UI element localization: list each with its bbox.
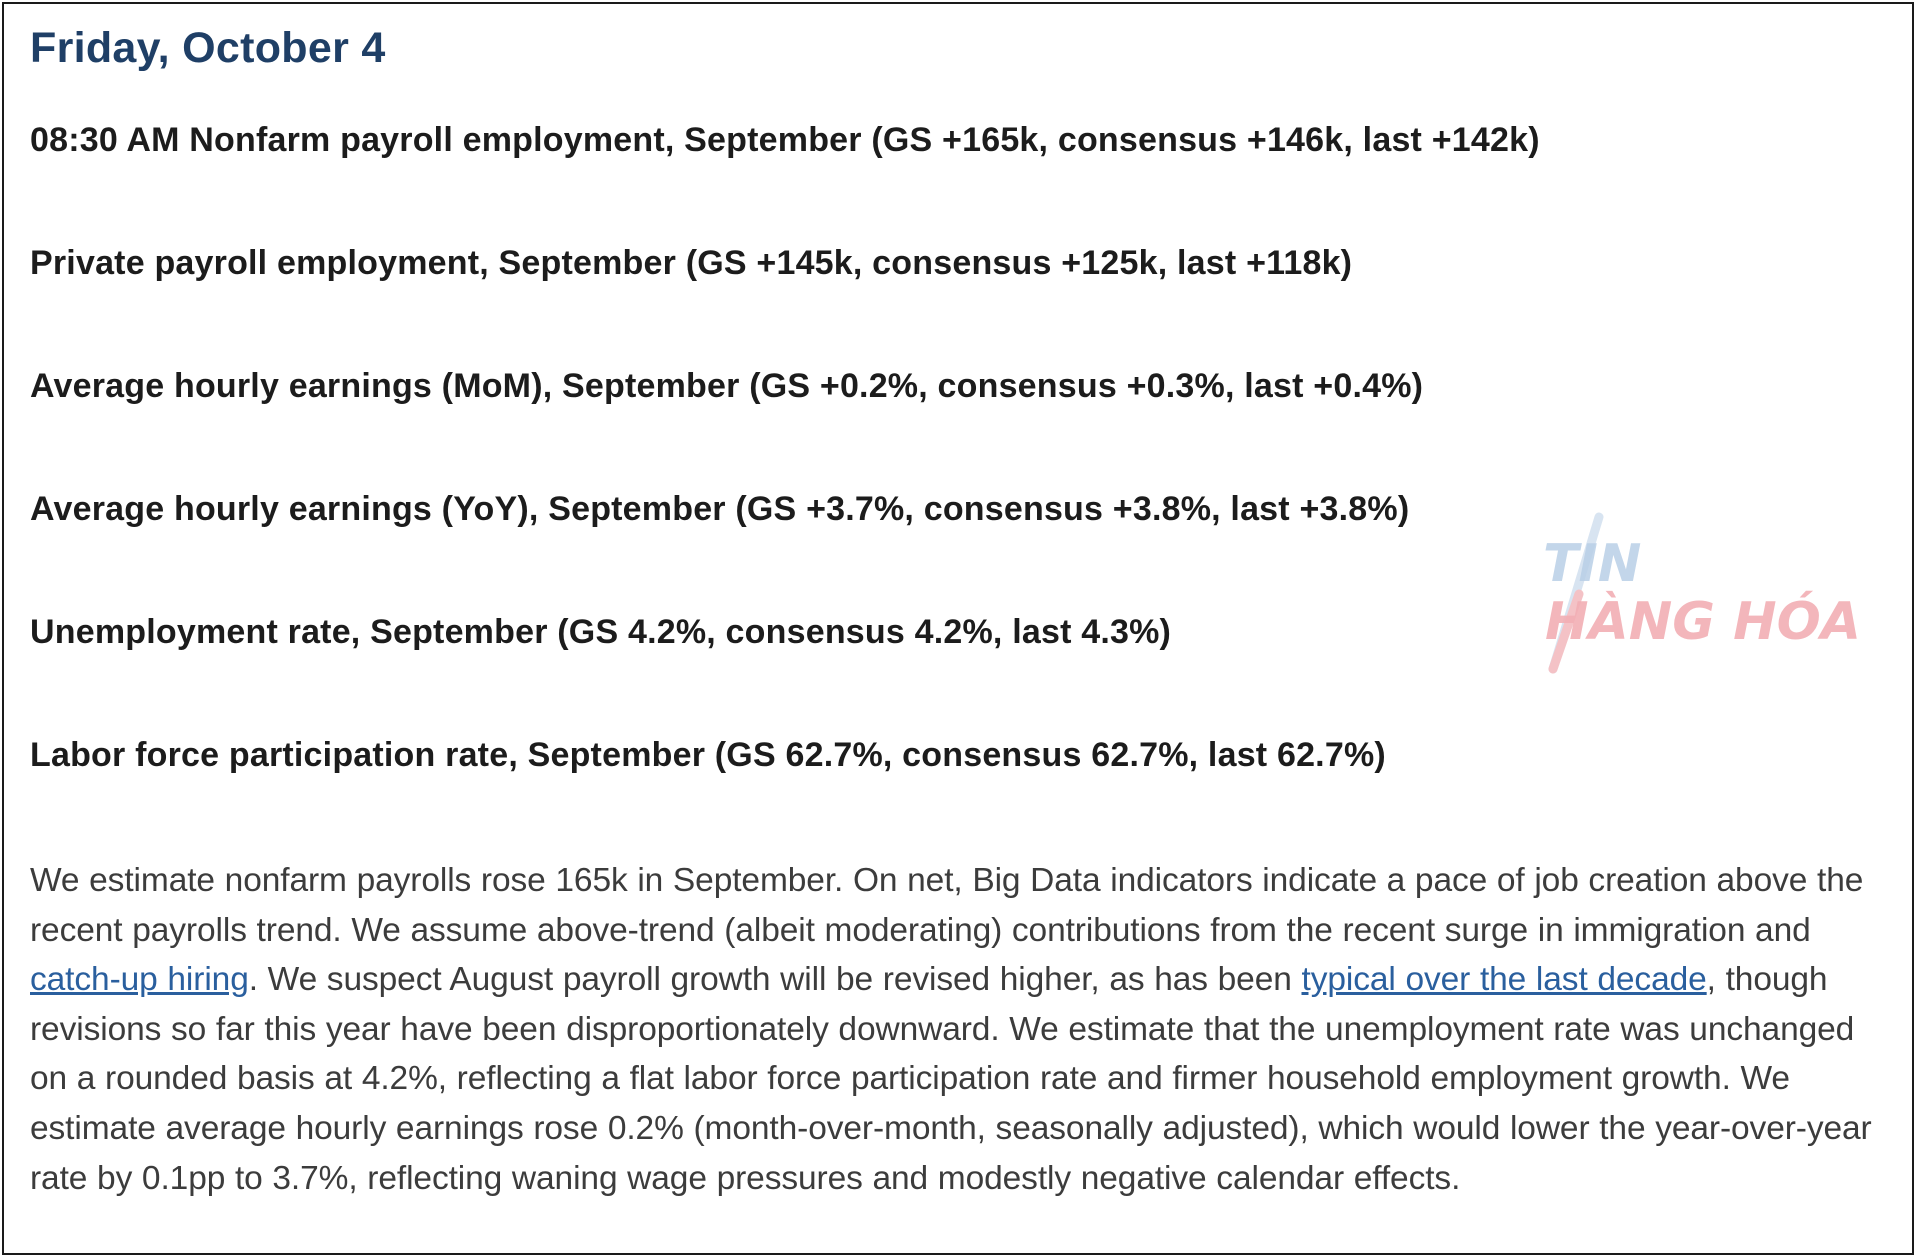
event-private-payrolls: Private payroll employment, September (GS +145k, consensus +125k, last +118k) [30, 244, 1353, 282]
summary-text-2: . We suspect August payroll growth will be revised higher, as has been [248, 961, 1302, 999]
document-frame [2, 2, 1914, 1255]
event-avg-hourly-earnings-mom: Average hourly earnings (MoM), September (GS +0.2%, consensus +0.3%, last +0.4%) [30, 367, 1424, 405]
watermark-text-top: TIN [1543, 534, 1642, 594]
summary-paragraph [30, 856, 1885, 1203]
summary-text-1: We estimate nonfarm payrolls rose 165k in September. On net, Big Data indicators indicate a pace of job creation above the recent payrolls trend. We assume above-trend (albeit moderating) contributions from the recent surge in immigration and [30, 862, 1864, 949]
event-unemployment-rate: Unemployment rate, September (GS 4.2%, consensus 4.2%, last 4.3%) [30, 613, 1172, 651]
event-nonfarm-payrolls: 08:30 AM Nonfarm payroll employment, September (GS +165k, consensus +146k, last +142k) [30, 121, 1540, 159]
watermark-logo [1539, 509, 1864, 679]
watermark-graphic [1539, 509, 1864, 679]
summary-text-3: , though revisions so far this year have been disproportionately downward. We estimate that the unemployment rate was unchanged on a rounded basis at 4.2%, reflecting a flat labor force participation rate and firmer household employment growth. We estimate average hourly earnings rose 0.2% (month-over-month, seasonally adjusted), which would lower the year-over-year rate by 0.1pp to 3.7%, reflecting waning wage pressures and modestly negative calendar effects. [30, 961, 1872, 1197]
event-labor-force-participation: Labor force participation rate, September (GS 62.7%, consensus 62.7%, last 62.7%) [30, 736, 1386, 774]
watermark-text-bottom: HÀNG HÓA [1545, 592, 1862, 652]
event-avg-hourly-earnings-yoy: Average hourly earnings (YoY), September (GS +3.7%, consensus +3.8%, last +3.8%) [30, 490, 1410, 528]
typical-over-last-decade-link[interactable]: typical over the last decade [1301, 961, 1707, 999]
date-heading: Friday, October 4 [30, 24, 386, 72]
catch-up-hiring-link[interactable]: catch-up hiring [30, 961, 249, 999]
